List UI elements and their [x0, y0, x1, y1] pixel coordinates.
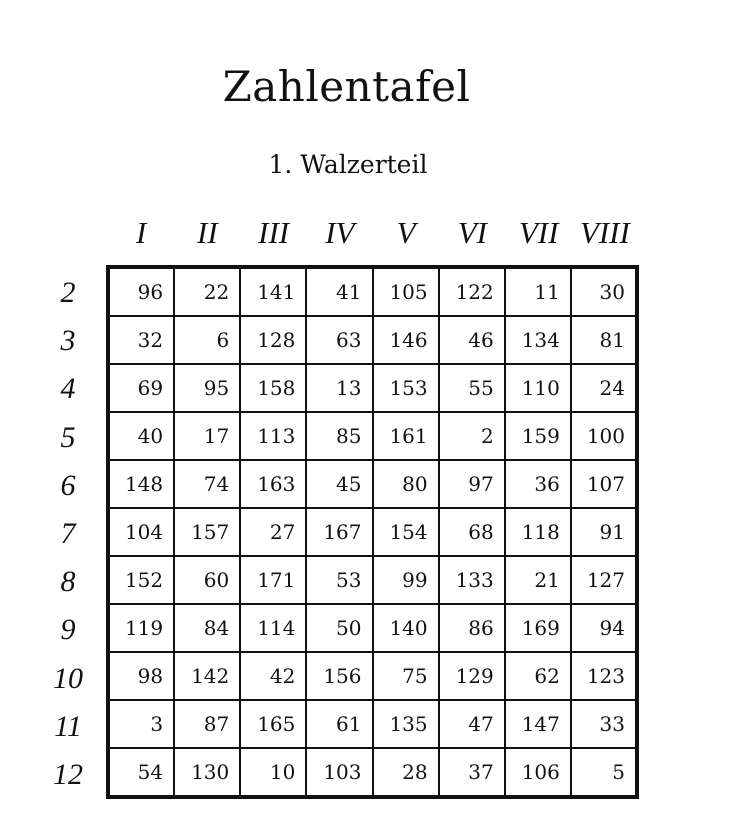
- table-cell: 122: [439, 267, 505, 316]
- table-cell: 42: [240, 652, 306, 700]
- row-header: 2: [60, 276, 76, 309]
- table-row: [108, 604, 637, 652]
- table-cell: 167: [306, 508, 372, 556]
- table-cell: 97: [439, 460, 505, 508]
- table-cell: 103: [306, 748, 372, 797]
- table-cell: 63: [306, 316, 372, 364]
- table-cell: 5: [571, 748, 637, 797]
- row-header: 12: [53, 757, 83, 791]
- table-cell: 118: [505, 508, 571, 556]
- table-row: [108, 748, 637, 797]
- table-cell: 17: [174, 412, 240, 460]
- table-cell: 140: [373, 604, 439, 652]
- table-row: [108, 460, 637, 508]
- table-cell: 41: [306, 267, 372, 316]
- table-cell: 94: [571, 604, 637, 652]
- table-cell: 47: [439, 700, 505, 748]
- column-header: VI: [457, 215, 487, 250]
- table-row: [108, 364, 637, 412]
- table-cell: 24: [571, 364, 637, 412]
- table-cell: 148: [108, 460, 174, 508]
- column-header: III: [258, 215, 290, 250]
- table-cell: 33: [571, 700, 637, 748]
- table-cell: 69: [108, 364, 174, 412]
- row-header: 4: [60, 372, 76, 406]
- table-cell: 141: [240, 267, 306, 316]
- row-header: 5: [60, 420, 76, 454]
- table-cell: 99: [373, 556, 439, 604]
- table-cell: 100: [571, 412, 637, 460]
- table-cell: 161: [373, 412, 439, 460]
- table-cell: 105: [373, 267, 439, 316]
- row-header: 10: [53, 661, 83, 695]
- table-cell: 104: [108, 508, 174, 556]
- table-cell: 127: [571, 556, 637, 604]
- table-cell: 54: [108, 748, 174, 797]
- table-cell: 129: [439, 652, 505, 700]
- table-row: [108, 267, 637, 316]
- table-cell: 128: [240, 316, 306, 364]
- table-cell: 2: [439, 412, 505, 460]
- table-cell: 10: [240, 748, 306, 797]
- table-cell: 61: [306, 700, 372, 748]
- table-cell: 40: [108, 412, 174, 460]
- table-cell: 171: [240, 556, 306, 604]
- table-cell: 60: [174, 556, 240, 604]
- row-header: 7: [60, 516, 76, 550]
- table-cell: 113: [240, 412, 306, 460]
- row-header: 9: [60, 613, 76, 647]
- table-cell: 22: [174, 267, 240, 316]
- table-cell: 55: [439, 364, 505, 412]
- table-cell: 95: [174, 364, 240, 412]
- table-cell: 130: [174, 748, 240, 797]
- table-cell: 87: [174, 700, 240, 748]
- table-cell: 156: [306, 652, 372, 700]
- table-cell: 50: [306, 604, 372, 652]
- column-header: IV: [325, 215, 355, 250]
- table-cell: 62: [505, 652, 571, 700]
- table-row: [108, 700, 637, 748]
- table-cell: 80: [373, 460, 439, 508]
- table-cell: 28: [373, 748, 439, 797]
- table-cell: 133: [439, 556, 505, 604]
- table-cell: 107: [571, 460, 637, 508]
- table-cell: 86: [439, 604, 505, 652]
- table-cell: 135: [373, 700, 439, 748]
- table-cell: 36: [505, 460, 571, 508]
- table-cell: 84: [174, 604, 240, 652]
- row-header: 6: [60, 468, 76, 502]
- table-row: [108, 412, 637, 460]
- table-cell: 21: [505, 556, 571, 604]
- number-table-body: [108, 267, 637, 797]
- table-cell: 98: [108, 652, 174, 700]
- column-header: VIII: [579, 215, 630, 250]
- table-cell: 159: [505, 412, 571, 460]
- column-header: II: [197, 215, 218, 250]
- table-cell: 165: [240, 700, 306, 748]
- table-row: [108, 316, 637, 364]
- table-cell: 91: [571, 508, 637, 556]
- table-cell: 134: [505, 316, 571, 364]
- table-cell: 75: [373, 652, 439, 700]
- table-cell: 27: [240, 508, 306, 556]
- table-cell: 45: [306, 460, 372, 508]
- table-cell: 114: [240, 604, 306, 652]
- column-header: V: [396, 215, 416, 250]
- table-cell: 146: [373, 316, 439, 364]
- row-header: 11: [54, 709, 82, 743]
- table-cell: 157: [174, 508, 240, 556]
- table-cell: 106: [505, 748, 571, 797]
- table-cell: 32: [108, 316, 174, 364]
- row-header: 8: [60, 565, 76, 599]
- page-title: Zahlentafel: [222, 62, 471, 112]
- table-row: [108, 556, 637, 604]
- table-cell: 147: [505, 700, 571, 748]
- table-cell: 37: [439, 748, 505, 797]
- number-table: [106, 265, 639, 799]
- row-headers: [38, 269, 98, 799]
- table-cell: 74: [174, 460, 240, 508]
- table-cell: 30: [571, 267, 637, 316]
- table-row: [108, 652, 637, 700]
- table-cell: 154: [373, 508, 439, 556]
- table-cell: 169: [505, 604, 571, 652]
- table-cell: 13: [306, 364, 372, 412]
- table-cell: 152: [108, 556, 174, 604]
- table-cell: 110: [505, 364, 571, 412]
- column-header: I: [135, 215, 147, 250]
- table-cell: 68: [439, 508, 505, 556]
- table-cell: 11: [505, 267, 571, 316]
- table-cell: 6: [174, 316, 240, 364]
- table-cell: 158: [240, 364, 306, 412]
- column-header: VII: [518, 215, 559, 250]
- table-cell: 3: [108, 700, 174, 748]
- column-headers: [108, 214, 638, 252]
- row-header: 3: [60, 324, 76, 358]
- table-cell: 96: [108, 267, 174, 316]
- table-cell: 153: [373, 364, 439, 412]
- table-row: [108, 508, 637, 556]
- table-cell: 142: [174, 652, 240, 700]
- table-cell: 81: [571, 316, 637, 364]
- section-title: 1. Walzerteil: [268, 150, 428, 179]
- table-cell: 119: [108, 604, 174, 652]
- table-cell: 85: [306, 412, 372, 460]
- table-cell: 123: [571, 652, 637, 700]
- table-cell: 163: [240, 460, 306, 508]
- table-cell: 46: [439, 316, 505, 364]
- table-cell: 53: [306, 556, 372, 604]
